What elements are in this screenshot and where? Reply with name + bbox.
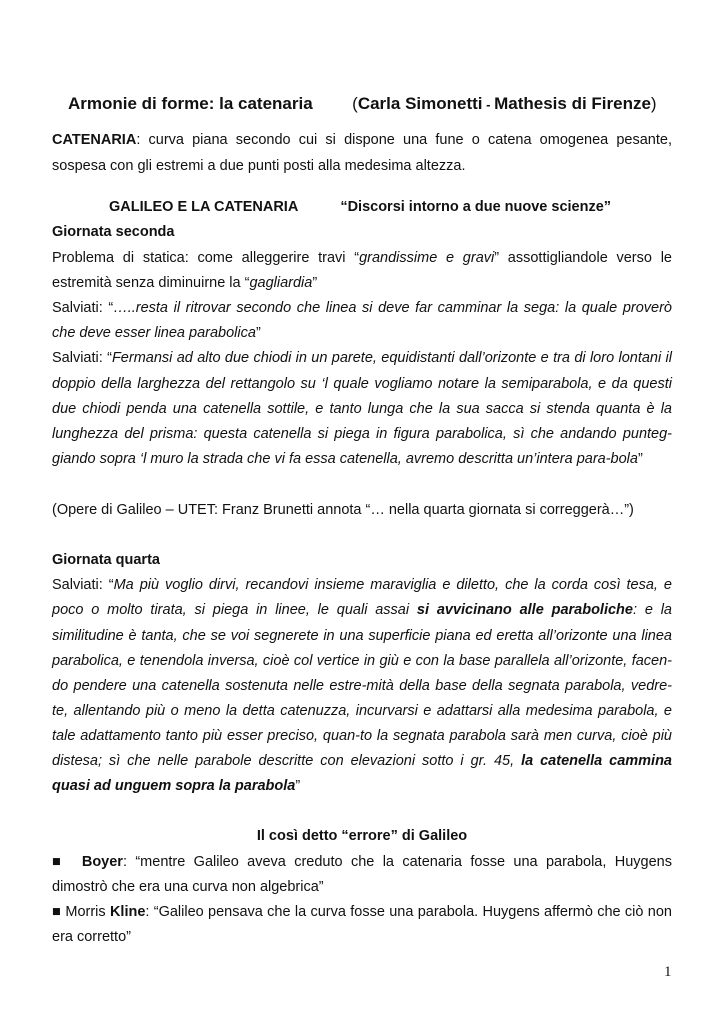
salviati2-line-3: due chiodi penda una catenella sottile, e tanto lunga che la sua sacca si stenda quanta è la [52, 401, 672, 417]
giornata-seconda-heading: Giornata seconda [52, 224, 175, 240]
quarta-line-7: tale adattamento tanto più esser preciso, quan-to la segnata parabola sarà men curva, cioè più [52, 728, 672, 744]
section-heading-galileo: GALILEO E LA CATENARIA “Discorsi intorno a due nuove scienze” [109, 199, 612, 215]
bullet-icon: ■ [52, 904, 62, 920]
salviati1-line-1: Salviati: “…..resta il ritrovar secondo che linea si deve far camminar la sega: la quale proverò [52, 300, 672, 316]
salviati2-line-2: doppio della larghezza del rettangolo su ‘l quale vogliamo notare la semiparabola, e da questi [52, 376, 672, 392]
utet-note: (Opere di Galileo – UTET: Franz Brunetti annota “… nella quarta giornata si correggerà…”) [52, 502, 634, 518]
kline-name: Kline [109, 904, 146, 920]
quarta-line-5: do pendere una catenella sostenuta nelle estre-mità della base della segnata parabola, vedre- [52, 678, 672, 694]
page-number: 1 [664, 964, 672, 980]
salviati2-line-5: giando sopra ‘l muro la strada che vi fa essa catenella, avremo descritta un’intera para-bola” [52, 451, 643, 467]
section-subheading: “Discorsi intorno a due nuove scienze” [340, 199, 612, 215]
quarta-line-8: distesa; sì che nelle parabole descritte con elevazioni sotto i gr. 45, la catenella cammina [52, 753, 672, 769]
quarta-line-1: Salviati: “Ma più voglio dirvi, recandovi insieme maraviglia e diletto, che la corda così tesa, e [52, 577, 672, 593]
definition-line-1: CATENARIA: curva piana secondo cui si dispone una fune o catena omogenea pesante, [52, 132, 672, 148]
kline-line-2: era corretto” [52, 929, 131, 945]
salviati2-line-4: lunghezza del prisma: questa catenella si piega in figura parabolica, sì che andando punteg- [52, 426, 672, 442]
salviati1-line-2: che deve esser linea parabolica” [52, 325, 261, 341]
quarta-line-6: te, allentando più o meno la detta catenuzza, incurvarsi e adattarsi alla medesima parabola, e [52, 703, 672, 719]
quarta-line-9: quasi ad unguem sopra la parabola” [52, 778, 301, 794]
kline-line-1: ■ Morris Kline: “Galileo pensava che la curva fosse una parabola. Huygens affermò che ciò non [52, 904, 672, 920]
title-org: Mathesis di Firenze [494, 94, 651, 113]
boyer-line-2: dimostrò che era una curva non algebrica” [52, 879, 324, 895]
problema-line-2: estremità senza diminuirne la “gagliardia” [52, 275, 318, 291]
boyer-name: Boyer [81, 854, 123, 870]
bullet-icon: ■ [52, 854, 66, 870]
problema-line-1: Problema di statica: come alleggerire travi “grandissime e gravi” assottigliandole verso le [52, 250, 672, 266]
definition-line-2: sospesa con gli estremi a due punti posti alla medesima altezza. [52, 158, 466, 174]
errore-heading: Il così detto “errore” di Galileo [256, 828, 468, 844]
quarta-line-4: parabolica, e tenendola inversa, cioè col vertice in giù e con la base parallela all’orizonte, facen- [52, 653, 672, 669]
salviati2-line-1: Salviati: “Fermansi ad alto due chiodi in un parete, equidistanti dall’orizonte e tra di loro lontani il [52, 350, 672, 366]
quarta-line-2: poco o molto tirata, si piega in linee, le quali assai si avvicinano alle paraboliche: e la [52, 602, 672, 618]
boyer-line-1: ■ Boyer: “mentre Galileo aveva creduto che la catenaria fosse una parabola, Huygens [52, 854, 672, 870]
giornata-quarta-heading: Giornata quarta [52, 552, 160, 568]
title-main: Armonie di forme: la catenaria [68, 94, 313, 113]
definition-term: CATENARIA [52, 132, 137, 148]
quarta-line-3: similitudine è tanta, che se voi segnerete in una superficie piana ed eretta all’orizonte una linea [52, 628, 672, 644]
page-title: Armonie di forme: la catenaria (Carla Simonetti - Mathesis di Firenze) [68, 94, 657, 113]
title-author: Carla Simonetti [357, 94, 483, 113]
